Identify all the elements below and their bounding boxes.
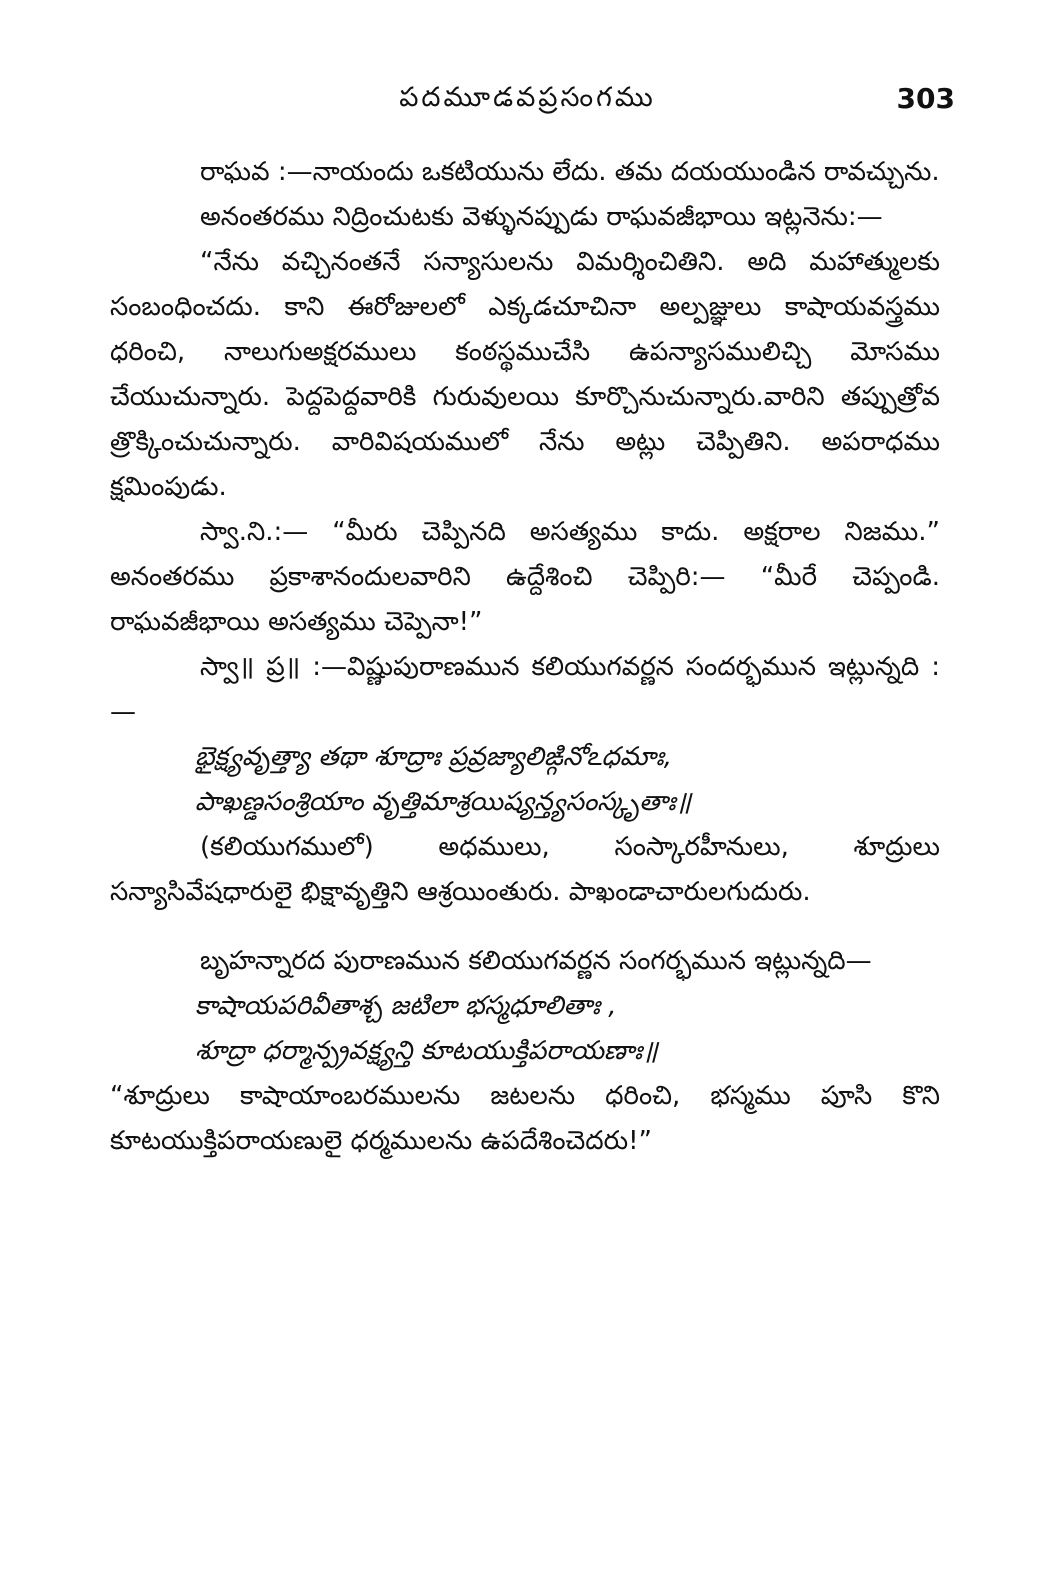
paragraph-raghavji-intro: అనంతరము నిద్రించుటకు వెళ్ళునప్పుడు రాఘవజీభాయి ఇట్లనెను:— xyxy=(200,202,883,232)
page-number: 303 xyxy=(896,82,955,115)
paragraph-raghava-reply: రాఘవ :—నాయందు ఒకటియును లేదు. తమ దయయుండిన రావచ్చును. xyxy=(200,157,940,187)
paragraph-swami-reply: స్వా.ని.:— “మీరు చెప్పినది అసత్యము కాదు. అక్షరాల నిజము.” అనంతరము ప్రకాశానందులవారిని ఉద్దేశించి చెప్పిరి:— “మీరే చెప్పండి. రాఘవజీభాయి అసత్యము చెప్పెనా!” xyxy=(110,517,940,637)
verse-line: పాఖణ్డసంశ్రియాం వృత్తిమాశ్రయిష్యన్త్యసంస్కృతాః॥ xyxy=(195,787,692,817)
body-text xyxy=(110,150,940,1164)
paragraph-raghavji-speech: “నేను వచ్చినంతనే సన్యాసులను విమర్శించితిని. అది మహాత్ములకు సంబంధించదు. కాని ఈరోజులలో ఎక్కడచూచినా అల్పజ్ఞులు కాషాయవస్త్రము ధరించి, నాలుగుఅక్షరములు కంఠస్థముచేసి ఉపన్యాసములిచ్చి మోసము చేయుచున్నారు. పెద్దపెద్దవారికి గురువులయి కూర్చొనుచున్నారు.వారిని తప్పుత్రోవ త్రొక్కించుచున్నారు. వారివిషయములో నేను అట్లు చెప్పితిని. అపరాధము క్షమింపుడు. xyxy=(110,247,940,502)
paragraph-verse-meaning: (కలియుగములో) అధములు, సంస్కారహీనులు, శూద్రులు సన్యాసివేషధారులై భిక్షావృత్తిని ఆశ్రయింతురు. పాఖండాచారులగుదురు. xyxy=(110,832,940,907)
paragraph-narada-purana-intro: బృహన్నారద పురాణమున కలియుగవర్ణన సంగర్భమున ఇట్లున్నది— xyxy=(200,946,872,976)
running-title: పదమూడవప్రసంగము xyxy=(399,82,656,113)
page-header xyxy=(0,82,1055,132)
paragraph-vishnu-purana-intro: స్వా॥ ప్ర॥ :—విష్ణుపురాణమున కలియుగవర్ణన సందర్భమున ఇట్లున్నది :— xyxy=(110,652,940,727)
paragraph-verse-meaning-2: “శూద్రులు కాషాయాంబరములను జటలను ధరించి, భస్మము పూసి కొని కూటయుక్తిపరాయణులై ధర్మములను ఉపదేశించెదరు!” xyxy=(110,1081,940,1156)
verse-line: శూద్రా ధర్మాన్ప్రవక్ష్యన్తి కూటయుక్తిపరాయణాః॥ xyxy=(195,1036,658,1066)
verse-line: భైక్ష్యవృత్త్యా తథా శూద్రాః ప్రవ్రజ్యాలిఙ్గినోఽధమాః, xyxy=(195,742,672,772)
verse-line: కాషాయపరివీతాశ్చ జటిలా భస్మధూలితాః , xyxy=(195,991,617,1021)
